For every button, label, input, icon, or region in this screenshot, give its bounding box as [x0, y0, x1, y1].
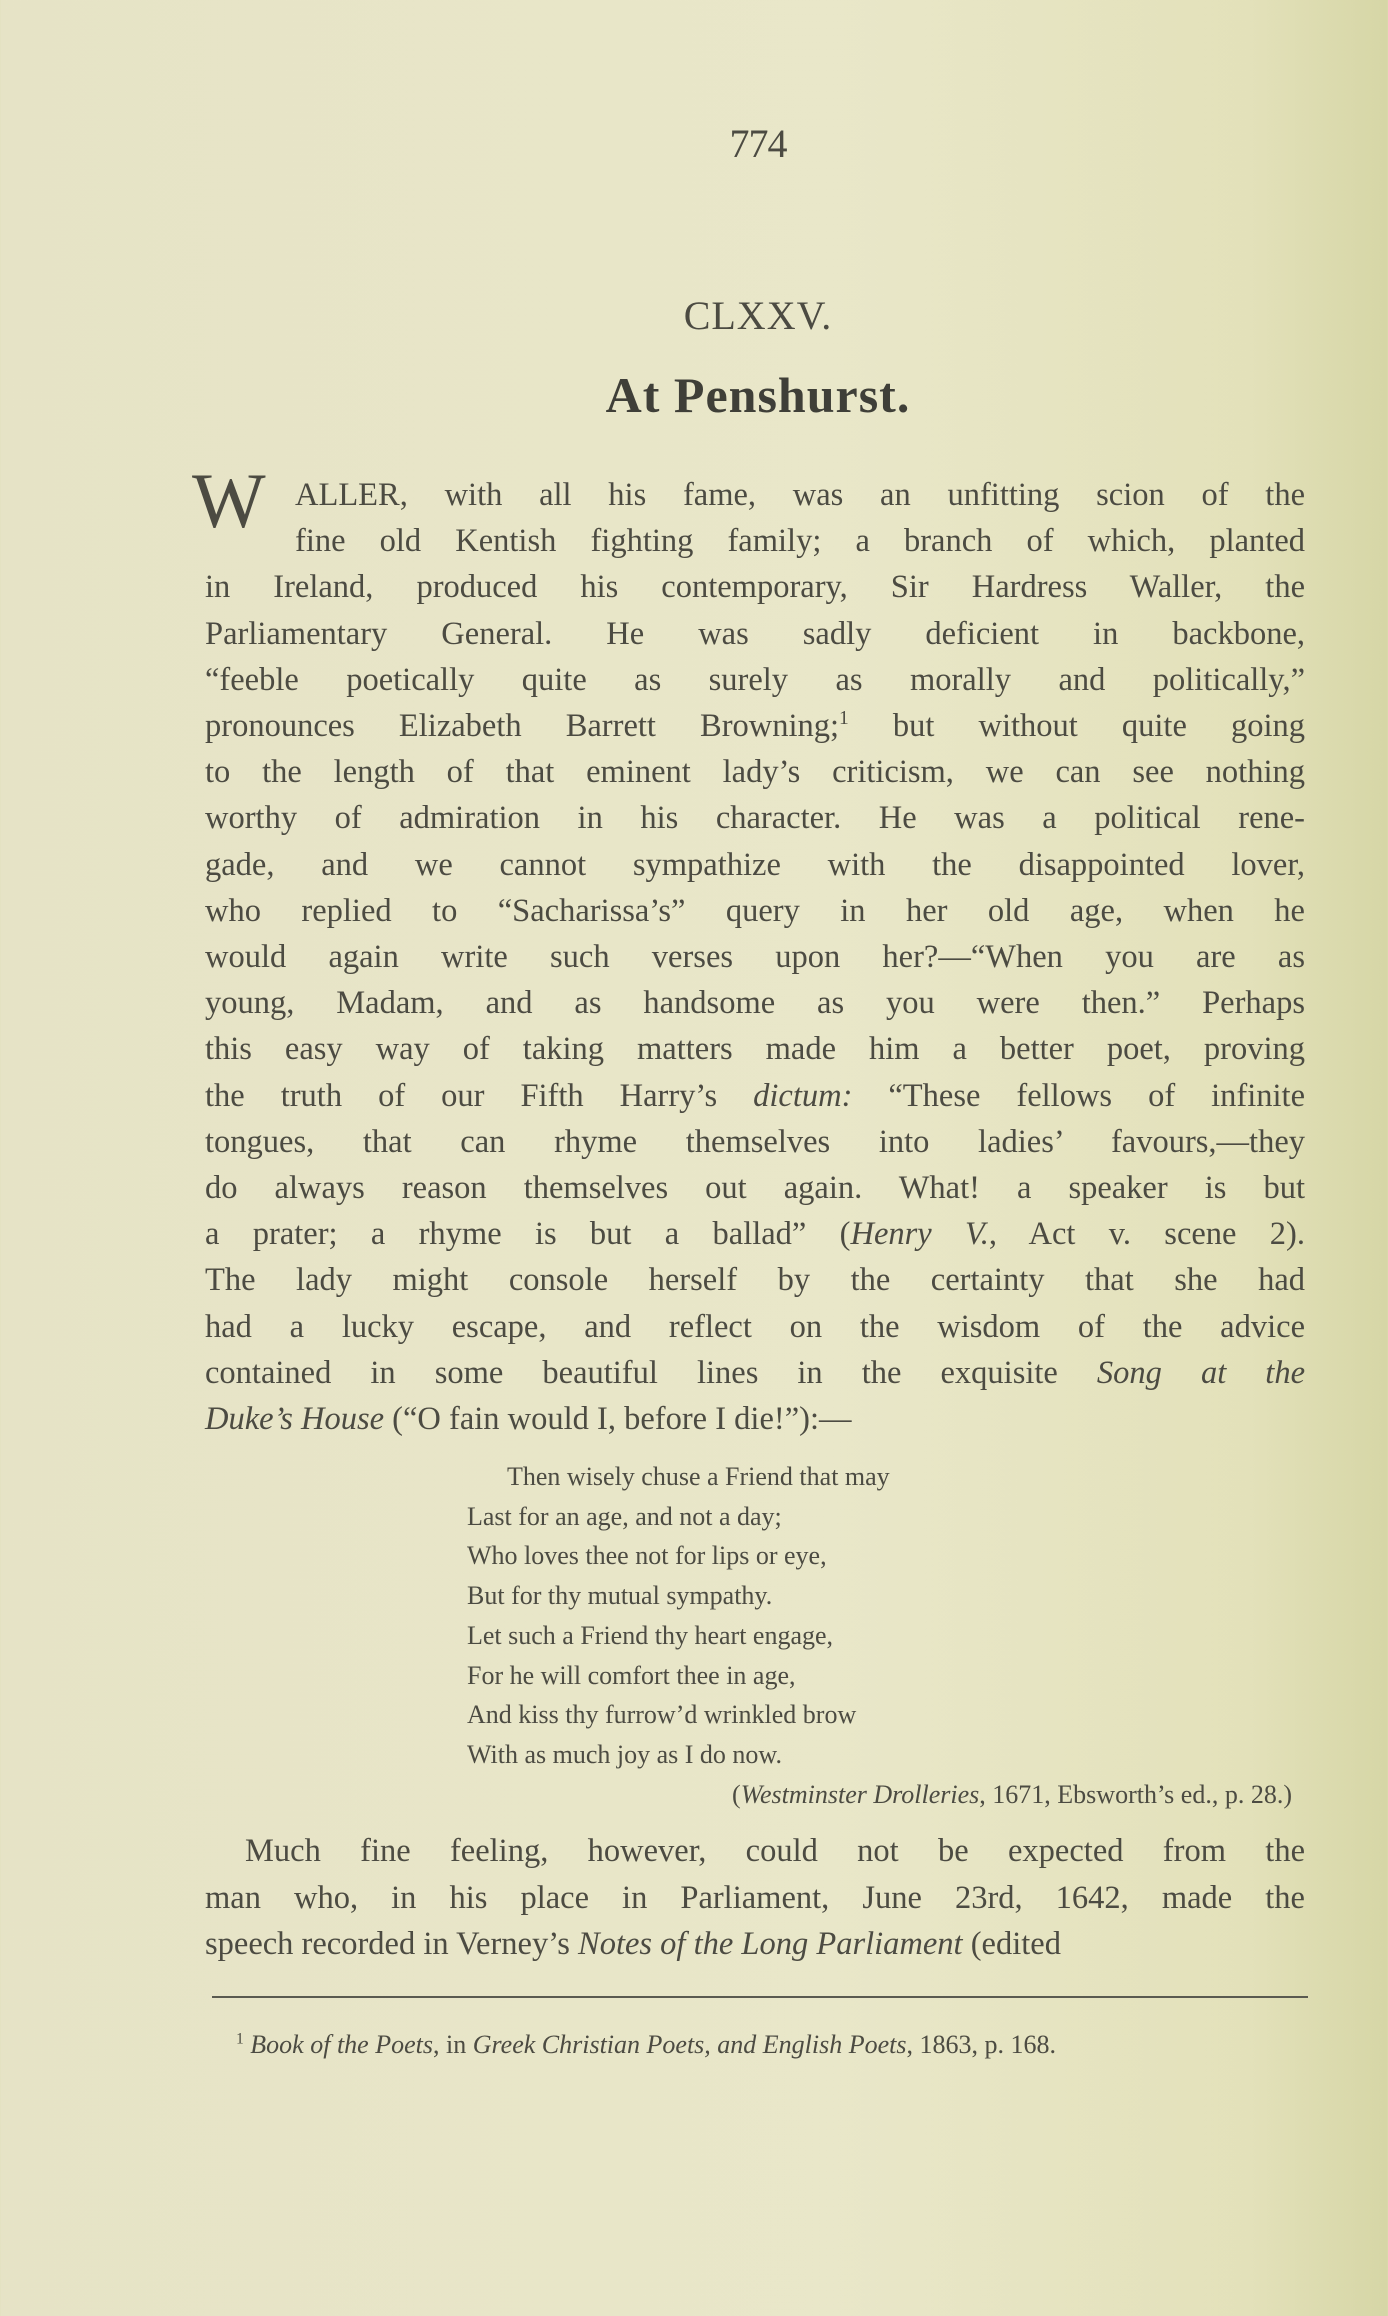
text-segment: gade, and we cannot sympathize with the disappointed lover,	[205, 846, 1305, 883]
italic-text: Book of the Poets	[250, 2030, 433, 2059]
italic-text: Duke’s House	[205, 1401, 385, 1437]
poem-line: Then wisely chuse a Friend that may	[507, 1462, 890, 1491]
paragraph1-line	[205, 1350, 1305, 1396]
footnote-marker: 1	[236, 2030, 244, 2048]
poem-line: Let such a Friend thy heart engage,	[467, 1620, 834, 1650]
text-segment: tongues, that can rhyme themselves into ladies’ favours,—they	[205, 1123, 1305, 1160]
text-segment: pronounces Elizabeth Barrett Browning;	[205, 708, 840, 744]
text-segment: had a lucky escape, and reflect on the wisdom of the advice	[205, 1308, 1305, 1345]
paragraph1-line	[205, 564, 1305, 610]
paragraph1-line	[205, 657, 1305, 703]
paragraph1-line	[205, 1211, 1305, 1257]
text-segment: (edited	[962, 1926, 1061, 1962]
drop-cap: W	[192, 457, 266, 544]
paragraph1-line	[205, 1304, 1305, 1350]
text-segment: to the length of that eminent lady’s criticism, we can see nothing	[205, 754, 1305, 791]
text-segment: , Act v. scene 2).	[988, 1216, 1305, 1253]
paragraph1-line	[205, 934, 1305, 980]
text-segment: worthy of admiration in his character. He was a political rene-	[205, 800, 1305, 837]
italic-text: Song at the	[1096, 1354, 1306, 1391]
text-segment: would again write such verses upon her?—“When you are as	[205, 939, 1305, 975]
text-segment: this easy way of taking matters made him a better poet, proving	[205, 1031, 1305, 1068]
text-segment: but without quite going	[848, 708, 1305, 744]
chapter-title: At Penshurst.	[605, 367, 911, 423]
paragraph1-line	[205, 1119, 1305, 1165]
paragraph1-line	[205, 611, 1305, 657]
italic-text: Henry V.	[850, 1216, 989, 1253]
chapter-number: CLXXV.	[683, 293, 833, 338]
paragraph1-line	[205, 1026, 1305, 1072]
text-segment: “feeble poetically quite as surely as morally and politically,”	[205, 661, 1305, 698]
paragraph1-line	[205, 1396, 1305, 1442]
italic-text: Greek Christian Poets, and English Poets	[472, 2030, 907, 2059]
text-segment: contained in some beautiful lines in the exquisite	[205, 1354, 1097, 1391]
page-number: 774	[729, 121, 787, 166]
text-segment: Parliamentary General. He was sadly deficient in backbone,	[205, 615, 1305, 652]
footnote-divider	[212, 1996, 1308, 1998]
text-segment: ALLER, with all his fame, was an unfitting scion of the	[295, 477, 1305, 513]
poem-line: For he will comfort thee in age,	[467, 1660, 796, 1690]
text-segment: “These fellows of infinite	[852, 1077, 1305, 1114]
paragraph1-line	[295, 472, 1305, 518]
text-segment: speech recorded in Verney’s	[205, 1926, 579, 1962]
italic-text: Notes of the Long Parliament	[578, 1926, 963, 1962]
italic-text: dictum:	[753, 1077, 853, 1114]
text-segment: do always reason themselves out again. What! a speaker is but	[205, 1170, 1305, 1206]
paragraph1-line	[205, 1165, 1305, 1211]
paragraph1-line	[205, 1257, 1305, 1303]
paragraph1-line	[295, 518, 1305, 564]
paragraph1-line	[205, 1073, 1305, 1119]
poem-line: Last for an age, and not a day;	[467, 1501, 782, 1531]
text-segment: who replied to “Sacharissa’s” query in her old age, when he	[205, 892, 1305, 929]
text-segment: in Ireland, produced his contemporary, Sir Hardress Waller, the	[205, 569, 1305, 606]
text-segment: a prater; a rhyme is but a ballad” (	[205, 1216, 851, 1253]
text-segment: young, Madam, and as handsome as you were then.” Perhaps	[205, 985, 1305, 1022]
poem-line: With as much joy as I do now.	[467, 1739, 782, 1769]
italic-text: Westminster Drolleries	[740, 1780, 980, 1809]
footnote	[236, 2030, 1056, 2060]
paragraph1-line	[205, 703, 1305, 749]
text-segment: , 1863, p. 168.	[906, 2030, 1056, 2059]
paragraph1-line	[205, 749, 1305, 795]
paragraph1-line	[205, 795, 1305, 841]
poem-citation	[732, 1780, 1292, 1810]
text-segment: Much fine feeling, however, could not be expected from the	[245, 1833, 1305, 1869]
text-segment: , 1671, Ebsworth’s ed., p. 28.)	[979, 1780, 1292, 1809]
text-segment: The lady might console herself by the certainty that she had	[205, 1262, 1305, 1299]
footnote-marker: 1	[839, 708, 849, 730]
poem-line: But for thy mutual sympathy.	[467, 1581, 773, 1611]
text-segment: , in	[432, 2030, 473, 2059]
paragraph2-line	[205, 1875, 1305, 1921]
paragraph1-line	[205, 980, 1305, 1026]
poem-line: Who loves thee not for lips or eye,	[467, 1541, 827, 1571]
text-segment: (	[732, 1780, 741, 1809]
text-segment: (“O fain would I, before I die!”):—	[384, 1401, 852, 1437]
paragraph2-line	[205, 1921, 1305, 1967]
poem-line: And kiss thy furrow’d wrinkled brow	[467, 1700, 857, 1730]
paragraph1-line	[205, 842, 1305, 888]
text-segment: fine old Kentish fighting family; a branch of which, planted	[295, 523, 1305, 560]
paragraph2-line	[245, 1828, 1305, 1874]
text-segment: man who, in his place in Parliament, June 23rd, 1642, made the	[205, 1879, 1305, 1916]
paragraph1-line	[205, 888, 1305, 934]
text-segment: the truth of our Fifth Harry’s	[205, 1077, 754, 1114]
